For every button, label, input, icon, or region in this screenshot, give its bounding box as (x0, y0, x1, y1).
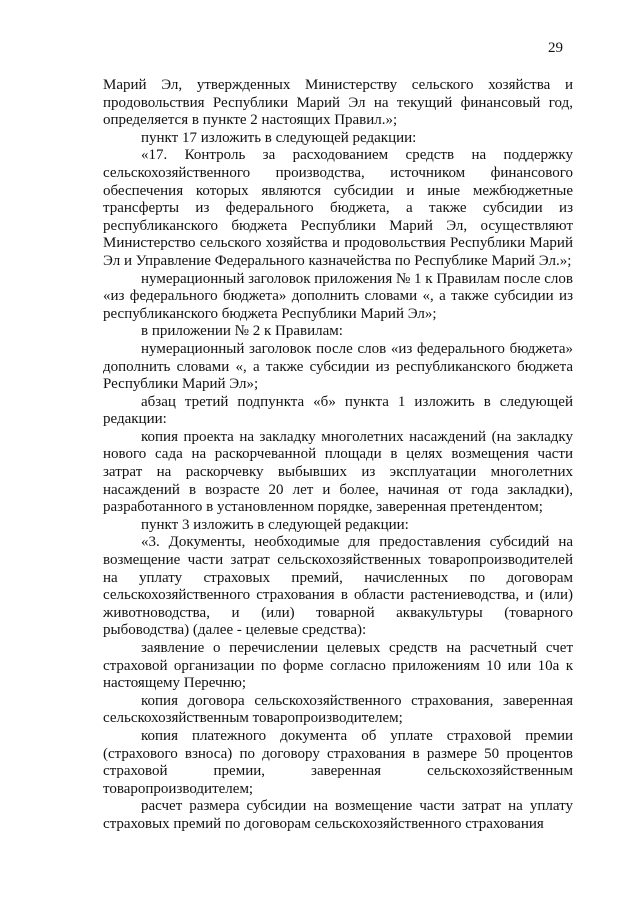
paragraph: Марий Эл, утвержденных Министерству сельского хозяйства и продовольствия Республики Марий Эл на текущий финансовый год, определяется в пункте 2 настоящих Правил.»; (103, 77, 573, 129)
paragraph: копия проекта на закладку многолетних насаждений (на закладку нового сада на раскорчеванной площади в целях возмещения части затрат на раскорчевку выбывших из эксплуатации многолетних насаждений в возрасте 20 лет и более, начиная от года закладки), разработанного в установленном порядке, заверенная претендентом; (103, 428, 573, 516)
document-body (103, 77, 573, 834)
paragraph: копия платежного документа об уплате страховой премии (страхового взноса) по договору страхования в размере 50 процентов страховой премии, заверенная сельскохозяйственным товаропроизводителем; (103, 727, 573, 797)
paragraph: копия договора сельскохозяйственного страхования, заверенная сельскохозяйственным товаропроизводителем; (103, 692, 573, 727)
paragraph: «3. Документы, необходимые для предоставления субсидий на возмещение части затрат сельскохозяйственных товаропроизводителей на уплату страховых премий, начисленных по договорам сельскохозяйственного страхования в области растениеводства, и (или) животноводства, и (или) товарной аквакультуры (товарного рыбоводства) (далее - целевые средства): (103, 534, 573, 639)
paragraph: нумерационный заголовок приложения № 1 к Правилам после слов «из федерального бюджета» дополнить словами «, а также субсидии из республиканского бюджета Республики Марий Эл»; (103, 270, 573, 322)
paragraph: нумерационный заголовок после слов «из федерального бюджета» дополнить словами «, а также субсидии из республиканского бюджета Республики Марий Эл»; (103, 340, 573, 393)
paragraph: расчет размера субсидии на возмещение части затрат на уплату страховых премий по договорам сельскохозяйственного страхования (103, 798, 573, 832)
paragraph: пункт 17 изложить в следующей редакции: (141, 129, 417, 146)
paragraph: «17. Контроль за расходованием средств на поддержку сельскохозяйственного производства, источником финансового обеспечения которых являются субсидии и иные межбюджетные трансферты из федерального бюджета, а также субсидии из республиканского бюджета Республики Марий Эл, осуществляют Министерство сельского хозяйства и продовольствия Республики Марий Эл и Управление Федерального казначейства по Республике Марий Эл.»; (103, 147, 573, 269)
paragraph: в приложении № 2 к Правилам: (141, 323, 343, 340)
paragraph: заявление о перечислении целевых средств на расчетный счет страховой организации по форме согласно приложениям 10 или 10а к настоящему Перечню; (103, 640, 573, 692)
paragraph: абзац третий подпункта «б» пункта 1 изложить в следующей редакции: (103, 393, 573, 428)
page-number: 29 (548, 40, 563, 56)
paragraph: пункт 3 изложить в следующей редакции: (141, 516, 409, 533)
